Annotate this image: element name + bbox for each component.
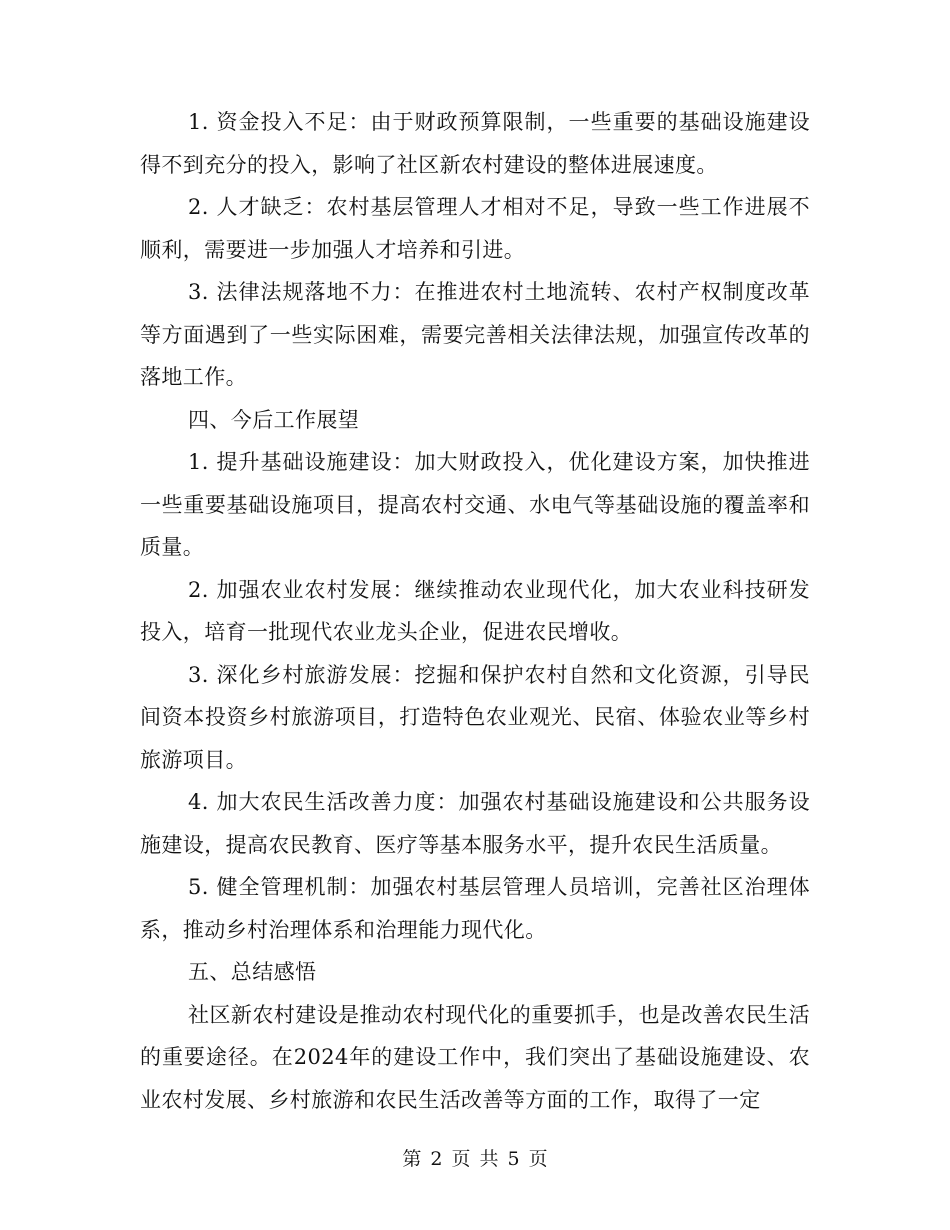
- page-footer: 第 2 页 共 5 页: [402, 1148, 548, 1170]
- list-item-infrastructure: 1. 提升基础设施建设：加大财政投入，优化建设方案，加快推进一些重要基础设施项目，提高农村交通、水电气等基础设施的覆盖率和质量。: [140, 450, 810, 559]
- section-heading-summary: 五、总结感悟: [188, 960, 317, 984]
- list-item-funding-shortage: 1. 资金投入不足：由于财政预算限制，一些重要的基础设施建设得不到充分的投入，影响了社区新农村建设的整体进展速度。: [140, 110, 810, 177]
- list-item-talent-shortage: 2. 人才缺乏：农村基层管理人才相对不足，导致一些工作进展不顺利，需要进一步加强人才培养和引进。: [140, 195, 810, 262]
- summary-paragraph: 社区新农村建设是推动农村现代化的重要抓手，也是改善农民生活的重要途径。在2024年的建设工作中，我们突出了基础设施建设、农业农村发展、乡村旅游和农民生活改善等方面的工作，取得了一定: [140, 1002, 810, 1112]
- list-item-living-improvement: 4. 加大农民生活改善力度：加强农村基础设施建设和公共服务设施建设，提高农民教育、医疗等基本服务水平，提升农民生活质量。: [140, 790, 810, 857]
- section-heading-future-outlook: 四、今后工作展望: [188, 407, 360, 432]
- list-item-law-implementation: 3. 法律法规落地不力：在推进农村土地流转、农村产权制度改革等方面遇到了一些实际困难，需要完善相关法律法规，加强宣传改革的落地工作。: [140, 280, 810, 389]
- list-item-agriculture: 2. 加强农业农村发展：继续推动农业现代化，加大农业科技研发投入，培育一批现代农业龙头企业，促进农民增收。: [140, 577, 810, 644]
- list-item-rural-tourism: 3. 深化乡村旅游发展：挖掘和保护农村自然和文化资源，引导民间资本投资乡村旅游项目，打造特色农业观光、民宿、体验农业等乡村旅游项目。: [140, 662, 810, 772]
- document-body: [140, 101, 810, 1121]
- list-item-management: 5. 健全管理机制：加强农村基层管理人员培训，完善社区治理体系，推动乡村治理体系和治理能力现代化。: [140, 875, 810, 942]
